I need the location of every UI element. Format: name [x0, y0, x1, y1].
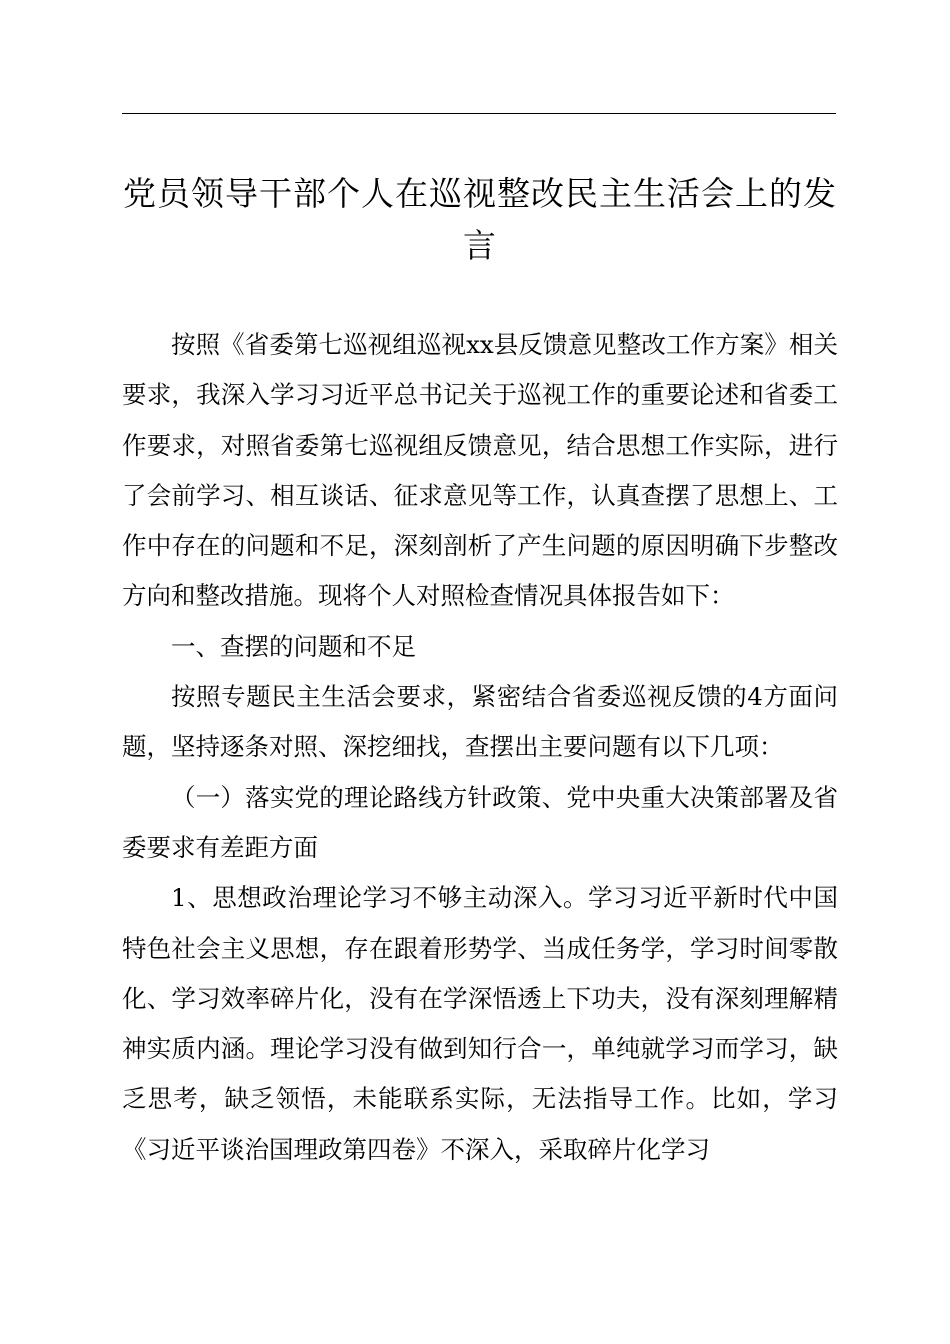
- subsection-heading-1: （一）落实党的理论路线方针政策、党中央重大决策部署及省委要求有差距方面: [122, 782, 838, 862]
- section-heading-1: 一、查摆的问题和不足: [171, 631, 416, 661]
- header-rule: [122, 113, 836, 114]
- document-title: 党员领导干部个人在巡视整改民主生活会上的发言: [123, 174, 837, 265]
- paragraph-section-intro: 按照专题民主生活会要求，紧密结合省委巡视反馈的4方面问题，坚持逐条对照、深挖细找，查摆出主要问题有以下几项：: [122, 682, 838, 762]
- paragraph-item-1: 1、思想政治理论学习不够主动深入。学习习近平新时代中国特色社会主义思想，存在跟着形势学、当成任务学，学习时间零散化、学习效率碎片化，没有在学深悟透上下功夫，没有深刻理解精神实质内涵。理论学习没有做到知行合一，单纯就学习而学习，缺乏思考，缺乏领悟，未能联系实际，无法指导工作。比如，学习《习近平谈治国理政第四卷》不深入，采取碎片化学习: [122, 883, 838, 1164]
- document-body: [122, 320, 838, 1175]
- paragraph-intro: 按照《省委第七巡视组巡视xx县反馈意见整改工作方案》相关要求，我深入学习习近平总书记关于巡视工作的重要论述和省委工作要求，对照省委第七巡视组反馈意见，结合思想工作实际，进行了会前学习、相互谈话、征求意见等工作，认真查摆了思想上、工作中存在的问题和不足，深刻剖析了产生问题的原因明确下步整改方向和整改措施。现将个人对照检查情况具体报告如下：: [122, 330, 838, 611]
